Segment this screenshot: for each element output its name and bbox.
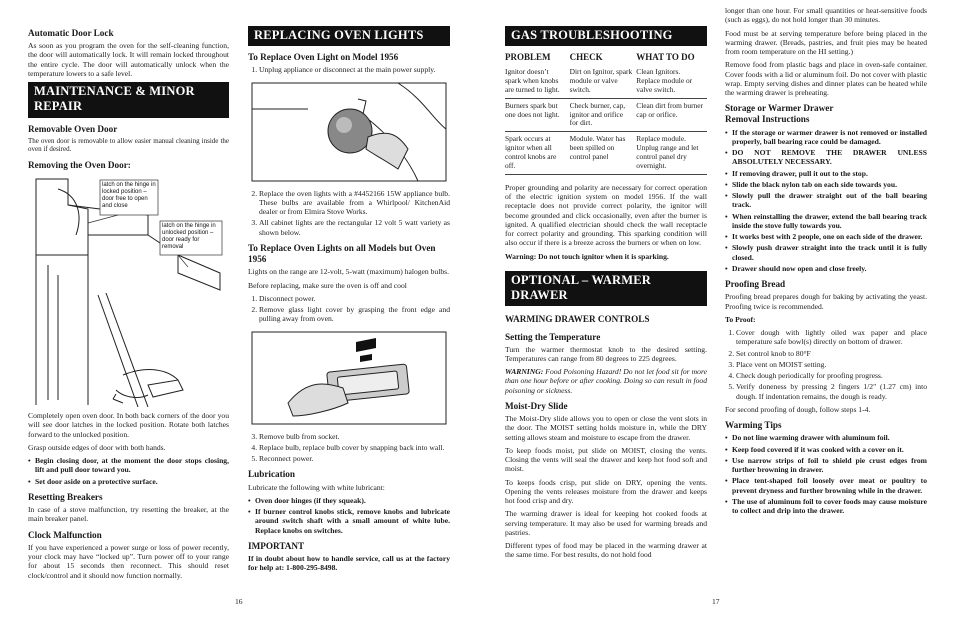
list-item: 2. Replace the oven lights with a #4452166 15W appliance bulb. These bulbs are available from a Whirlpool/ KitchenAid dealer or from Elmira Stove Works. bbox=[259, 189, 450, 217]
auto-lock-text: As soon as you program the oven for the self-cleaning function, the door will automatically lock. It will remain locked throughout the entire cycle. The door will automatically unlock when the temperature lowers to a safe level. bbox=[28, 41, 229, 78]
table-cell-line: Clean Ignitors. Replace module or valve switch. bbox=[636, 67, 693, 94]
list-item: • Drawer should now open and close freely. bbox=[725, 264, 927, 273]
oven-door-hinge-illustration bbox=[28, 175, 229, 407]
table-cell: Spark occurs at ignitor when all control knobs are off. bbox=[505, 132, 570, 175]
moist-dry-para: To keeps foods crisp, put slide on DRY, opening the vents. Opening the vents releases moisture from the drawer and keeps hot food crisp and dry. bbox=[505, 477, 707, 506]
list-item: 3. Remove bulb from socket. bbox=[259, 432, 450, 441]
list-item: • It works best with 2 people, one on each side of the drawer. bbox=[725, 232, 927, 241]
col-header-check: CHECK bbox=[569, 52, 603, 63]
list-item: • Slowly pull the drawer straight out of the ball bearing track. bbox=[725, 191, 927, 210]
col-header-what-to-do: WHAT TO DO bbox=[636, 52, 695, 63]
table-header-row bbox=[505, 52, 707, 65]
list-item: 2. Set control knob to 80°F bbox=[736, 349, 927, 358]
storage-heading-2: Removal Instructions bbox=[725, 114, 810, 125]
callout-locked-latch: latch on the hinge in locked position – door free to open and close bbox=[102, 182, 156, 209]
removable-door-heading: Removable Oven Door bbox=[28, 123, 118, 134]
list-item: • DO NOT REMOVE THE DRAWER UNLESS ABSOLUTELY NECESSARY. bbox=[725, 148, 927, 167]
auto-lock-heading: Automatic Door Lock bbox=[28, 28, 114, 38]
bulb-drawing bbox=[248, 79, 450, 185]
tips-bullets bbox=[725, 433, 927, 515]
table-row bbox=[505, 132, 707, 175]
list-item: • Begin closing door, at the moment the door stops closing, lift and pull door toward you. bbox=[28, 456, 229, 475]
clock-text: If you have experienced a power surge or loss of power recently, your clock may have “locked up”. Turn power off to your range for about 15 seconds then reconnect. This should reset clock/control and it should now function normally. bbox=[28, 542, 229, 580]
warmer-banner: OPTIONAL – WARMER DRAWER bbox=[505, 271, 707, 307]
list-item: • Set door aside on a protective surface. bbox=[28, 477, 229, 486]
list-item: 4. Check dough periodically for proofing progress. bbox=[736, 371, 927, 380]
page-number-right: 17 bbox=[712, 597, 720, 606]
list-item: • Place tent-shaped foil loosely over meat or poultry to prevent dryness and further browning while in the drawer. bbox=[725, 476, 927, 495]
column-1 bbox=[28, 22, 229, 584]
table-cell: Burners spark but one does not light. bbox=[505, 98, 570, 132]
table-cell: Ignitor doesn’t spark when knobs are turned to light. bbox=[505, 67, 560, 94]
list-item: • Oven door hinges (if they squeak). bbox=[248, 496, 450, 505]
hinge-drawing bbox=[28, 175, 229, 407]
oven-bulb-illustration bbox=[248, 79, 450, 185]
to-proof-label: To Proof: bbox=[725, 314, 756, 324]
all-models-heading: To Replace Oven Lights on all Models but Oven 1956 bbox=[248, 242, 436, 265]
table-cell: Module. Water has been spilled on control panel bbox=[570, 132, 637, 175]
table-row bbox=[505, 98, 707, 132]
list-item: • Slowly push drawer straight into the track until it is fully closed. bbox=[725, 243, 927, 262]
troubleshooting-table bbox=[505, 52, 707, 175]
breakers-heading: Resetting Breakers bbox=[28, 491, 103, 502]
important-text: If in doubt about how to handle service, call us at the factory for help at: 1-800-295-8498. bbox=[248, 554, 450, 573]
clock-heading: Clock Malfunction bbox=[28, 529, 102, 540]
list-item: • When reinstalling the drawer, extend the ball bearing track inside the stove fully towards you. bbox=[725, 212, 927, 231]
warming-controls-heading: WARMING DRAWER CONTROLS bbox=[505, 314, 650, 325]
model1956-heading: To Replace Oven Light on Model 1956 bbox=[248, 52, 399, 63]
column-4 bbox=[725, 6, 927, 519]
removing-door-text-1: Completely open oven door. In both back corners of the door you will see door latches in the locked position. Rotate both latches forward to the unlocked position. bbox=[28, 411, 229, 439]
all-models-steps-a bbox=[248, 294, 450, 324]
lubrication-text: Lubricate the following with white lubricant: bbox=[248, 482, 385, 492]
warning-text: Food Poisoning Hazard! Do not let food sit for more than one hour before or after cooking. Doing so can result in food poisoning or sickness. bbox=[505, 367, 707, 395]
list-item: • If burner control knobs stick, remove knobs and lubricate around switch shaft with a small amount of white lube. Replace knobs on switches. bbox=[248, 507, 450, 535]
list-item: 3. Place vent on MOIST setting. bbox=[736, 360, 927, 369]
halogen-drawing bbox=[248, 328, 450, 428]
all-models-steps-b bbox=[248, 432, 450, 464]
col-header-problem: PROBLEM bbox=[505, 52, 551, 63]
proofing-heading: Proofing Bread bbox=[725, 279, 786, 290]
second-proofing: For second proofing of dough, follow steps 1-4. bbox=[725, 404, 871, 414]
warning-ignitor: Warning: Do not touch ignitor when it is sparking. bbox=[505, 251, 669, 261]
list-item: • If the storage or warmer drawer is not removed or installed properly, ball bearing race could be damaged. bbox=[725, 128, 927, 147]
list-item: 1. Disconnect power. bbox=[259, 294, 450, 303]
list-item: 5. Verify doneness by pressing 2 fingers 1/2" (1.27 cm) into dough. If indentation remains, the dough is ready. bbox=[736, 382, 927, 401]
moist-dry-para: Different types of food may be placed in the warming drawer at the same time. For best results, do not hold food bbox=[505, 541, 707, 560]
removing-door-bullets bbox=[28, 456, 229, 486]
moist-dry-para: The warming drawer is ideal for keeping hot cooked foods at serving temperature. It may also be used for warming breads and pastries. bbox=[505, 509, 707, 537]
removing-door-heading: Removing the Oven Door: bbox=[28, 160, 131, 170]
warming-para: Food must be at serving temperature before being placed in the warming drawer. (Breads, pastries, and fruit pies may be heated from room temperature on the HI setting.) bbox=[725, 28, 927, 56]
tips-heading: Warming Tips bbox=[725, 420, 782, 431]
list-item: • Keep food covered if it was cooked with a cover on it. bbox=[725, 445, 927, 454]
moist-dry-para: To keep foods moist, put slide on MOIST, closing the vents. Closing the vents will seal the drawer and keep hot food soft and moist. bbox=[505, 445, 707, 474]
maintenance-banner: MAINTENANCE & MINOR REPAIR bbox=[28, 82, 229, 118]
moist-dry-para: The Moist-Dry slide allows you to open or close the vent slots in the door. The MOIST setting holds moisture in, while the DRY setting allows steam and moisture to escape from the drawer. bbox=[505, 414, 707, 442]
list-item: • Do not line warming drawer with aluminum foil. bbox=[725, 433, 927, 442]
list-item: 4. Replace bulb, replace bulb cover by snapping back into wall. bbox=[259, 443, 450, 452]
table-cell: Replace module. Unplug range and let control panel dry overnight. bbox=[636, 132, 707, 175]
list-item: • If removing drawer, pull it out to the stop. bbox=[725, 169, 927, 178]
table-cell: Dirt on Ignitor, spark module or valve switch. bbox=[569, 67, 633, 94]
page-number-left: 16 bbox=[235, 597, 243, 606]
column-3 bbox=[505, 22, 707, 564]
table-cell: Clean dirt from burner cap or orifice. bbox=[636, 98, 707, 132]
setting-temp-warning bbox=[505, 367, 707, 395]
lubrication-bullets bbox=[248, 496, 450, 535]
callout-unlocked-latch: latch on the hinge in unlocked position – door ready for removal bbox=[162, 223, 216, 250]
list-item: • Slide the black nylon tab on each side towards you. bbox=[725, 180, 927, 189]
all-models-text-2: Before replacing, make sure the oven is off and cool bbox=[248, 280, 407, 290]
list-item: 3. All cabinet lights are the rectangular 12 volt 5 watt variety as shown below. bbox=[259, 218, 450, 237]
grounding-text: Proper grounding and polarity are necessary for correct operation of the electric ignition system on model 1956. If the wall receptacle does not provide correct polarity, the ignitor will become grounded and click occasionally, even after the burner is ignited. A qualified electrician should check the wall receptacle for correct polarity and grounding. This sparking condition will also occur if there is a breeze across the burners or when on low. bbox=[505, 182, 707, 248]
list-item: 1. Cover dough with lightly oiled wax paper and place temperature safe bowl(s) directly on bottom of drawer. bbox=[736, 328, 927, 347]
proofing-text: Proofing bread prepares dough for baking by activating the yeast. Proofing twice is recommended. bbox=[725, 292, 927, 311]
all-models-text-1: Lights on the range are 12-volt, 5-watt (maximum) halogen bulbs. bbox=[248, 267, 449, 277]
warming-para: longer than one hour. For small quantities or heat-sensitive foods (such as eggs), do not hold longer than 30 minutes. bbox=[725, 6, 927, 25]
column-2 bbox=[248, 22, 450, 577]
removing-door-text-2: Grasp outside edges of door with both hands. bbox=[28, 442, 166, 452]
moist-dry-heading: Moist-Dry Slide bbox=[505, 400, 568, 411]
lubrication-heading: Lubrication bbox=[248, 469, 295, 480]
important-heading: IMPORTANT bbox=[248, 540, 305, 551]
setting-temp-heading: Setting the Temperature bbox=[505, 331, 601, 342]
warming-para: Remove food from plastic bags and place in oven-safe container. Cover foods with a lid or aluminum foil. Do not cover with plastic wrap. Empty serving dishes and dinner plates can be heated while the warming drawer is preheating. bbox=[725, 60, 927, 97]
proofing-steps bbox=[725, 328, 927, 401]
table-cell bbox=[636, 65, 707, 98]
list-item: • Use narrow strips of foil to shield pie crust edges from further browning in drawer. bbox=[725, 456, 927, 475]
lights-banner: REPLACING OVEN LIGHTS bbox=[248, 26, 450, 46]
breakers-text: In case of a stove malfunction, try resetting the breaker, at the main breaker panel. bbox=[28, 505, 229, 524]
table-row bbox=[505, 65, 707, 98]
storage-bullets bbox=[725, 128, 927, 274]
table-cell: Check burner, cap, ignitor and orifice for dirt. bbox=[570, 98, 637, 132]
list-item: 5. Reconnect power. bbox=[259, 454, 450, 463]
model1956-steps-a bbox=[248, 65, 450, 74]
removable-door-text: The oven door is removable to allow easier manual cleaning inside the oven if desired. bbox=[28, 136, 229, 154]
warning-label: WARNING: bbox=[505, 367, 544, 377]
storage-heading-1: Storage or Warmer Drawer bbox=[725, 103, 834, 114]
setting-temp-text: Turn the warmer thermostat knob to the desired setting. Temperatures can range from 80 degrees to 225 degrees. bbox=[505, 344, 707, 363]
list-item: 1. Unplug appliance or disconnect at the main power supply. bbox=[259, 65, 450, 74]
list-item: 2. Remove glass light cover by grasping the front edge and pulling away from oven. bbox=[259, 305, 450, 324]
gas-banner: GAS TROUBLESHOOTING bbox=[505, 26, 707, 46]
list-item: • The use of aluminum foil to cover foods may cause moisture to collect and drip into the drawer. bbox=[725, 497, 927, 516]
halogen-cover-illustration bbox=[248, 328, 450, 428]
model1956-steps-b bbox=[248, 189, 450, 237]
